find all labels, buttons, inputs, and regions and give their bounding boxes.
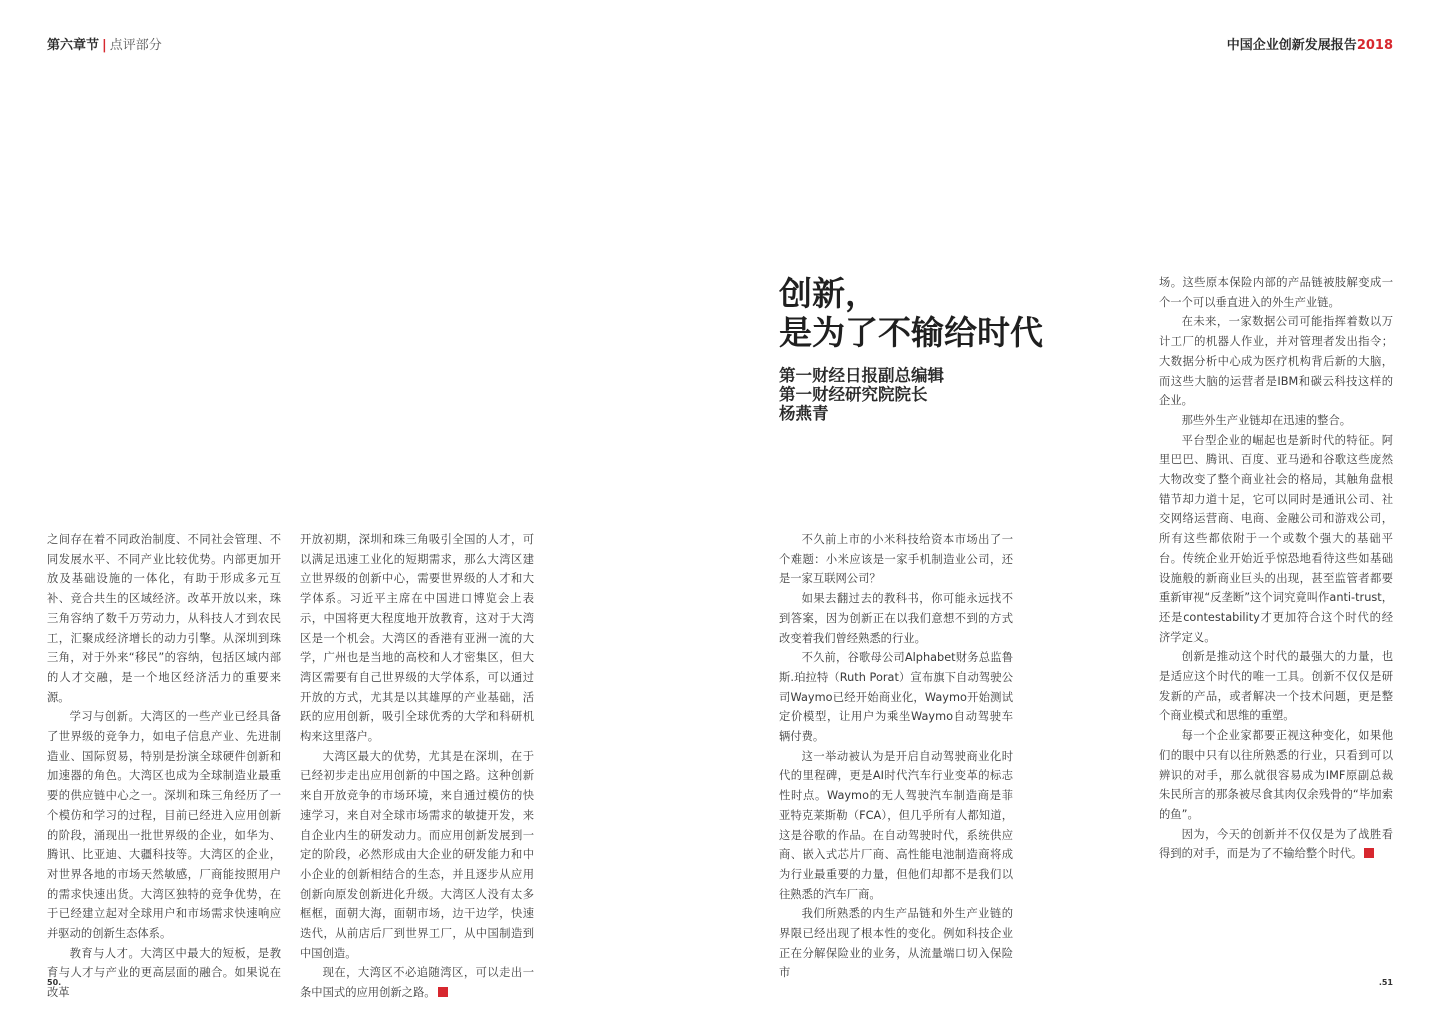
- author-name: 杨燕青: [779, 404, 829, 423]
- text-column-2: [300, 530, 534, 1003]
- article-end-mark: [1364, 848, 1374, 858]
- report-title: 中国企业创新发展报告: [1226, 38, 1357, 53]
- author-position-2: 第一财经研究院院长: [779, 385, 928, 404]
- report-year: 2018: [1356, 38, 1393, 53]
- paragraph: 场。这些原本保险内部的产品链被肢解变成一个一个可以垂直进入的外生产业链。: [1159, 276, 1393, 309]
- paragraph: 我们所熟悉的内生产品链和外生产业链的界限已经出现了根本性的变化。例如科技企业正在分解保险业的业务，从流量端口切入保险市: [779, 907, 1013, 980]
- paragraph: 在未来，一家数据公司可能指挥着数以万计工厂的机器人作业，并对管理者发出指令；大数据分析中心成为医疗机构背后新的大脑，而这些大脑的运营者是IBM和碳云科技这样的企业。: [1159, 315, 1393, 408]
- text-column-1: [47, 530, 281, 1003]
- article-title-block: [779, 274, 1119, 423]
- paragraph: 学习与创新。大湾区的一些产业已经具备了世界级的竞争力，如电子信息产业、先进制造业、国际贸易，特别是扮演全球硬件创新和加速器的角色。大湾区也成为全球制造业最重要的供应链中心之一。深圳和珠三角经历了一个模仿和学习的过程，目前已经进入应用创新的阶段，涌现出一批世界级的企业，如华为、腾讯、比亚迪、大疆科技等。大湾区的企业，对世界各地的市场天然敏感，厂商能按照用户的需求快速出货。大湾区独特的竞争优势，在于已经建立起对全球用户和市场需求快速响应并驱动的创新生态体系。: [47, 710, 281, 941]
- paragraph: 教育与人才。大湾区中最大的短板，是教育与人才与产业的更高层面的融合。如果说在改革: [47, 946, 281, 1000]
- article-title: [779, 274, 1119, 352]
- paragraph: 大湾区最大的优势，尤其是在深圳，在于已经初步走出应用创新的中国之路。这种创新来自开放竞争的市场环境，来自通过模仿的快速学习，来自对全球市场需求的敏捷开发，来自企业内生的研发动力。而应用创新发展到一定的阶段，必然形成由大企业的研发能力和中小企业的创新相结合的生态，并且逐步从应用创新向原发创新进化升级。大湾区人没有太多框框，面朝大海，面朝市场，边干边学，快速迭代，从前店后厂到世界工厂，从中国制造到中国创造。: [300, 749, 534, 960]
- paragraph: 现在，大湾区不必追随湾区，可以走出一条中国式的应用创新之路。: [300, 966, 534, 1000]
- author-position-1: 第一财经日报副总编辑: [779, 366, 944, 385]
- paragraph: 这一举动被认为是开启自动驾驶商业化时代的里程碑，更是AI时代汽车行业变革的标志性时点。Waymo的无人驾驶汽车制造商是菲亚特克莱斯勒（FCA），但几乎所有人都知道，这是谷歌的作品。在自动驾驶时代，系统供应商、嵌入式芯片厂商、高性能电池制造商将成为行业最重要的力量，但他们却都不是我们以往熟悉的汽车厂商。: [779, 749, 1013, 901]
- paragraph: 不久前上市的小米科技给资本市场出了一个难题：小米应该是一家手机制造业公司，还是一家互联网公司？: [779, 533, 1013, 586]
- paragraph: 每一个企业家都要正视这种变化，如果他们的眼中只有以往所熟悉的行业，只看到可以辨识的对手，那么就很容易成为IMF原副总裁朱民所言的那条被尽食其肉仅余残骨的“毕加索的鱼”。: [1159, 729, 1393, 821]
- paragraph: 不久前，谷歌母公司Alphabet财务总监鲁斯.珀拉特（Ruth Porat）宣布旗下自动驾驶公司Waymo已经开始商业化，Waymo开始测试定价模型，让用户为乘坐Waymo自动驾驶车辆付费。: [779, 651, 1013, 744]
- section-end-mark: [438, 987, 448, 997]
- paragraph: 平台型企业的崛起也是新时代的特征。阿里巴巴、腾讯、百度、亚马逊和谷歌这些庞然大物改变了整个商业社会的格局，其触角盘根错节却力道十足，它可以同时是通讯公司、社交网络运营商、电商、金融公司和游戏公司，所有这些都依附于一个或数个强大的基础平台。传统企业开始近乎惊恐地看待这些如基础设施般的新商业巨头的出现，甚至监管者都要重新审视“反垄断”这个词究竟叫作anti-trust，还是contestability才更加符合这个时代的经济学定义。: [1159, 433, 1393, 644]
- header-separator: |: [102, 38, 107, 53]
- chapter-label: 第六章节: [47, 38, 100, 53]
- paragraph: 之间存在着不同政治制度、不同社会管理、不同发展水平、不同产业比较优势。内部更加开放及基础设施的一体化，有助于形成多元互补、竞合共生的区域经济。改革开放以来，珠三角容纳了数千万劳动力，从科技人才到农民工，汇聚成经济增长的动力引擎。从深圳到珠三角，对于外来“移民”的容纳，包括区域内部的人才交融，是一个地区经济活力的重要来源。: [47, 533, 281, 704]
- section-label: 点评部分: [109, 38, 162, 53]
- paragraph: 如果去翻过去的教科书，你可能永远找不到答案，因为创新正在以我们意想不到的方式改变着我们曾经熟悉的行业。: [779, 592, 1013, 645]
- running-header-left: [47, 37, 162, 55]
- paragraph: 创新是推动这个时代的最强大的力量，也是适应这个时代的唯一工具。创新不仅仅是研发新的产品，或者解决一个技术问题，更是整个商业模式和思维的重塑。: [1159, 650, 1393, 723]
- paragraph: 开放初期，深圳和珠三角吸引全国的人才，可以满足迅速工业化的短期需求，那么大湾区建立世界级的创新中心，需要世界级的人才和大学体系。习近平主席在中国进口博览会上表示，中国将更大程度地开放教育，这对于大湾区是一个机会。大湾区的香港有亚洲一流的大学，广州也是当地的高校和人才密集区，但大湾区需要有自己世界级的大学体系，可以通过开放的方式，尤其是以其雄厚的产业基础，活跃的应用创新，吸引全球优秀的大学和科研机构来这里落户。: [300, 533, 534, 744]
- page-number-right: .51: [1378, 978, 1393, 987]
- author-info: [779, 366, 1119, 423]
- text-column-3: [779, 530, 1013, 983]
- paragraph: 那些外生产业链却在迅速的整合。: [1181, 413, 1352, 427]
- title-line-2: 是为了不输给时代: [779, 313, 1043, 352]
- title-line-1: 创新，: [779, 274, 878, 313]
- paragraph: 因为，今天的创新并不仅仅是为了战胜看得到的对手，而是为了不输给整个时代。: [1159, 827, 1393, 861]
- text-column-4: [1159, 273, 1393, 864]
- page-number-left: 50.: [47, 978, 62, 987]
- running-header-right: [1227, 37, 1393, 55]
